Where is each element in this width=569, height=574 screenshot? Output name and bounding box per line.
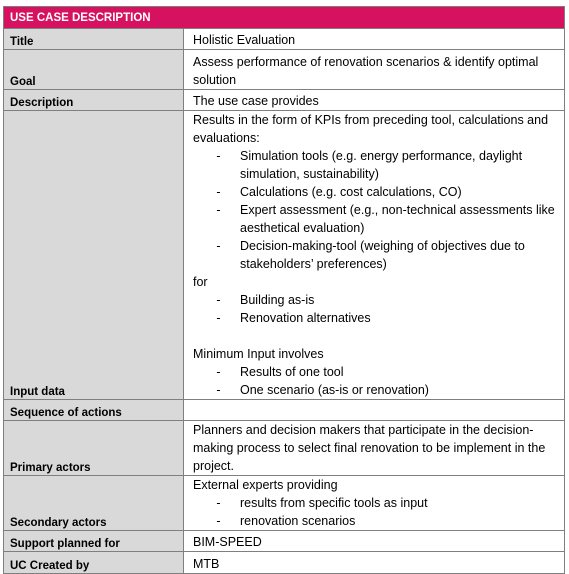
minimum-input-label: Minimum Input involves [193,347,324,361]
table-row-goal [4,50,565,90]
table-row-created-by [4,552,565,574]
input-item-text: Simulation tools (e.g. energy performance, daylight simulation, sustainability) [240,149,523,181]
row-label-sequence: Sequence of actions [4,400,184,421]
list-item [193,147,558,183]
bullet-dash: - [216,383,221,397]
row-label-input-data: Input data [4,111,184,400]
table-header-row [4,7,565,29]
table-row-support [4,531,565,552]
list-item [193,309,558,327]
secondary-actors-intro: External experts providing [193,478,338,492]
bullet-dash: - [216,203,221,217]
row-label-title: Title [4,29,184,50]
secondary-item-text: results from specific tools as input [240,496,428,510]
table-row-sequence [4,400,565,421]
list-item [193,363,558,381]
minimum-item-text: One scenario (as-is or renovation) [240,383,429,397]
use-case-table [3,6,565,574]
bullet-dash: - [216,365,221,379]
table-row-secondary-actors [4,476,565,531]
input-data-intro: Results in the form of KPIs from preceding tool, calculations and evaluations: [193,113,549,145]
table-row-input-data [4,111,565,400]
bullet-dash: - [216,293,221,307]
row-value-title: Holistic Evaluation [184,29,565,50]
row-value-goal: Assess performance of renovation scenarios & identify optimal solution [184,50,565,90]
row-value-support: BIM-SPEED [184,531,565,552]
table-row-description [4,90,565,111]
row-label-primary-actors: Primary actors [4,421,184,476]
for-item-text: Renovation alternatives [240,311,371,325]
list-item [193,494,558,512]
for-item-text: Building as-is [240,293,315,307]
minimum-item-text: Results of one tool [240,365,344,379]
row-value-primary-actors: Planners and decision makers that participate in the decision-making process to select final renovation to be implement in the project. [184,421,565,476]
list-item [193,291,558,309]
row-value-secondary-actors [184,476,565,531]
input-item-text: Decision-making-tool (weighing of objectives due to stakeholders’ preferences) [240,239,525,271]
row-label-created-by: UC Created by [4,552,184,574]
list-item [193,201,558,237]
bullet-dash: - [216,239,221,253]
bullet-dash: - [216,496,221,510]
bullet-dash: - [216,185,221,199]
bullet-dash: - [216,311,221,325]
list-item [193,381,558,399]
row-label-secondary-actors: Secondary actors [4,476,184,531]
spacer [193,327,558,345]
list-item [193,237,558,273]
row-value-input-data [184,111,565,400]
bullet-dash: - [216,149,221,163]
row-value-sequence [184,400,565,421]
row-value-created-by: MTB [184,552,565,574]
list-item [193,512,558,530]
table-row-primary-actors [4,421,565,476]
table-title: USE CASE DESCRIPTION [4,7,565,29]
input-item-text: Calculations (e.g. cost calculations, CO) [240,185,462,199]
input-for-label: for [193,275,208,289]
input-item-text: Expert assessment (e.g., non-technical assessments like aesthetical evaluation) [240,203,555,235]
table-row-title [4,29,565,50]
row-label-support: Support planned for [4,531,184,552]
row-label-description: Description [4,90,184,111]
bullet-dash: - [216,514,221,528]
list-item [193,183,558,201]
row-label-goal: Goal [4,50,184,90]
row-value-description: The use case provides [184,90,565,111]
secondary-item-text: renovation scenarios [240,514,356,528]
